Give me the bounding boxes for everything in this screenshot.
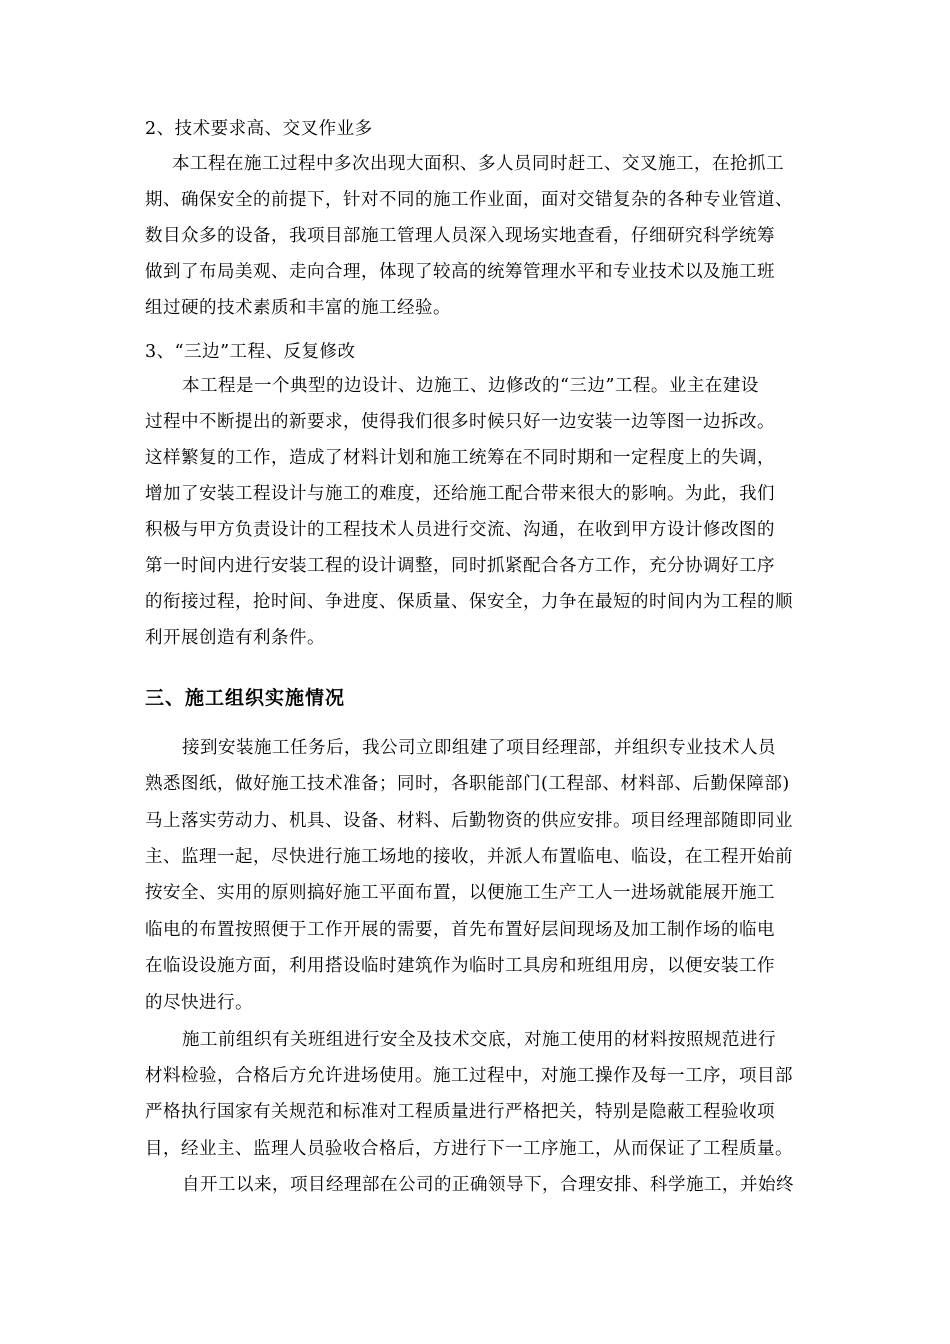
paragraph-line: 本工程是一个典型的边设计、边施工、边修改的“三边”工程。业主在建设 — [182, 376, 759, 396]
paragraph-line: 临电的布置按照便于工作开展的需要，首先布置好层间现场及加工制作场的临电 — [145, 920, 775, 940]
paragraph-line: 的衔接过程，抢时间、争进度、保质量、保安全，力争在最短的时间内为工程的顺 — [145, 592, 793, 612]
chapter-heading: 三、施工组织实施情况 — [145, 687, 346, 709]
paragraph-line: 增加了安装工程设计与施工的难度，还给施工配合带来很大的影响。为此，我们 — [145, 484, 775, 504]
paragraph-line: 期、确保安全的前提下，针对不同的施工作业面，面对交错复杂的各种专业管道、 — [145, 190, 793, 210]
paragraph-line: 施工前组织有关班组进行安全及技术交底，对施工使用的材料按照规范进行 — [182, 1030, 776, 1050]
paragraph-line: 熟悉图纸，做好施工技术准备；同时，各职能部门(工程部、材料部、后勤保障部) — [145, 774, 790, 794]
paragraph-line: 在临设设施方面，利用搭设临时建筑作为临时工具房和班组用房，以便安装工作 — [145, 956, 775, 976]
paragraph-line: 本工程在施工过程中多次出现大面积、多人员同时赶工、交叉施工，在抢抓工 — [172, 154, 784, 174]
paragraph-line: 的尽快进行。 — [145, 993, 253, 1013]
paragraph-line: 接到安装施工任务后，我公司立即组建了项目经理部，并组织专业技术人员 — [182, 738, 776, 758]
paragraph-line: 目，经业主、监理人员验收合格后，方进行下一工序施工，从而保证了工程质量。 — [145, 1139, 793, 1159]
paragraph-line: 做到了布局美观、走向合理，体现了较高的统筹管理水平和专业技术以及施工班 — [145, 262, 775, 282]
subsection-heading-3: 3、“三边”工程、反复修改 — [145, 342, 356, 362]
paragraph-line: 严格执行国家有关规范和标准对工程质量进行严格把关，特别是隐蔽工程验收项 — [145, 1102, 775, 1122]
paragraph-line: 材料检验，合格后方允许进场使用。施工过程中，对施工操作及每一工序，项目部 — [145, 1066, 793, 1086]
paragraph-line: 主、监理一起，尽快进行施工场地的接收，并派人布置临电、临设，在工程开始前 — [145, 847, 793, 867]
paragraph-line: 自开工以来，项目经理部在公司的正确领导下，合理安排、科学施工，并始终 — [182, 1175, 794, 1195]
paragraph-line: 第一时间内进行安装工程的设计调整，同时抓紧配合各方工作，充分协调好工序 — [145, 556, 775, 576]
paragraph-line: 组过硬的技术素质和丰富的施工经验。 — [145, 298, 451, 318]
paragraph-line: 马上落实劳动力、机具、设备、材料、后勤物资的供应安排。项目经理部随即同业 — [145, 811, 793, 831]
paragraph-line: 这样繁复的工作，造成了材料计划和施工统筹在不同时期和一定程度上的失调， — [145, 448, 775, 468]
paragraph-line: 积极与甲方负责设计的工程技术人员进行交流、沟通，在收到甲方设计修改图的 — [145, 520, 775, 540]
paragraph-line: 数目众多的设备，我项目部施工管理人员深入现场实地查看，仔细研究科学统筹 — [145, 226, 775, 246]
paragraph-line: 利开展创造有利条件。 — [145, 628, 325, 648]
paragraph-line: 按安全、实用的原则搞好施工平面布置，以便施工生产工人一进场就能展开施工 — [145, 883, 775, 903]
paragraph-line: 过程中不断提出的新要求，使得我们很多时候只好一边安装一边等图一边拆改。 — [145, 412, 775, 432]
subsection-heading-2: 2、技术要求高、交叉作业多 — [145, 119, 373, 139]
